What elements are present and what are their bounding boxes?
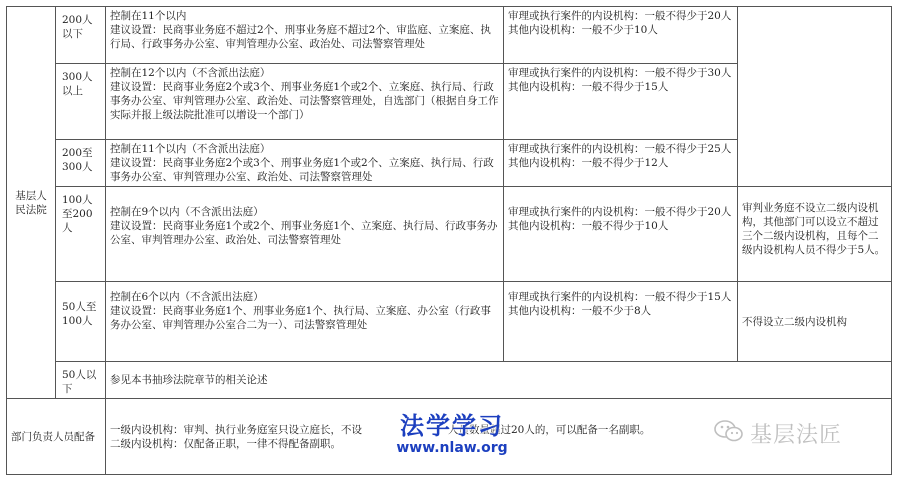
staff-cell xyxy=(504,187,738,282)
internal-cell xyxy=(106,187,504,282)
remark-text: 不得设立二级内设机构 xyxy=(742,315,847,328)
size-cell xyxy=(56,7,106,64)
internal-limit: 控制在11个以内（不含派出法庭） xyxy=(110,143,271,155)
size-cell xyxy=(56,64,106,140)
leaders-text-3: 二级内设机构：仅配备正职，一律不得配备副职。 xyxy=(110,437,341,450)
watermark-title: 法学学习 xyxy=(400,412,504,440)
size-cell xyxy=(56,362,106,399)
remark-cell xyxy=(738,187,892,282)
watermark-url: www.nlaw.org xyxy=(396,440,508,456)
staff-other: 其他内设机构：一般不得少于15人 xyxy=(508,81,669,93)
table-row xyxy=(7,362,892,399)
size-cell xyxy=(56,187,106,282)
leaders-text-1: 一级内设机构：审判、执行业务庭室只设立庭长，不设 xyxy=(110,423,362,436)
remark-text: 审判业务庭不设立二级内设机构，其他部门可以设立不超过三个二级内设机构，且每个二级内设机构人员不得少于5人。 xyxy=(742,202,886,256)
staff-other: 其他内设机构：一般不得少于10人 xyxy=(508,220,669,232)
internal-suggestion: 建议设置：民商事业务庭1个或2个、刑事业务庭1个、立案庭、执行局、行政事务办公室、审判管理办公室、政治处、司法警察管理处 xyxy=(110,220,498,246)
leaders-label: 部门负责人员配备 xyxy=(11,430,95,443)
staff-cell xyxy=(504,64,738,140)
internal-limit: 控制在11个以内 xyxy=(110,10,187,22)
size-cell xyxy=(56,282,106,362)
remark-cell-empty xyxy=(738,7,892,187)
category-label: 基层人民法院 xyxy=(15,189,47,216)
internal-suggestion: 建议设置：民商事业务庭1个、刑事业务庭1个、执行局、立案庭、办公室（行政事务办公室、审判管理办公室合二为一）、司法警察管理处 xyxy=(110,305,491,331)
internal-suggestion: 建议设置：民商事业务庭不超过2个、刑事业务庭不超过2个、审监庭、立案庭、执行局、行政事务办公室、审判管理办公室、政治处、司法警察管理处 xyxy=(110,24,491,50)
staff-other: 其他内设机构：一般不得少于12人 xyxy=(508,157,669,169)
brand-watermark xyxy=(714,418,890,448)
internal-cell xyxy=(106,7,504,64)
size-label: 50人以下 xyxy=(62,369,97,395)
size-label: 200人以下 xyxy=(62,14,93,40)
internal-suggestion: 建议设置：民商事业务庭2个或3个、刑事业务庭1个或2个、立案庭、执行局、行政事务办公室、审判管理办公室、政治处、司法警察管理处 xyxy=(110,157,494,183)
staff-other: 其他内设机构：一般不少于10人 xyxy=(508,24,658,36)
table-row xyxy=(7,7,892,64)
internal-limit: 控制在9个以内（不含派出法庭） xyxy=(110,206,264,218)
internal-cell xyxy=(106,282,504,362)
staff-cell xyxy=(504,282,738,362)
size-label: 50人至100人 xyxy=(62,301,97,327)
leaders-text-2: 人员数量超过20人的，可以配备一名副职。 xyxy=(448,423,651,436)
size-label: 100人至200人 xyxy=(62,194,93,234)
staff-trial: 审理或执行案件的内设机构：一般不得少于20人 xyxy=(508,10,732,22)
staff-cell xyxy=(504,140,738,187)
size-label: 300人以上 xyxy=(62,71,93,97)
staff-other: 其他内设机构：一般不少于8人 xyxy=(508,305,652,317)
wechat-icon xyxy=(714,419,744,447)
reference-cell xyxy=(106,362,892,399)
staff-cell xyxy=(504,7,738,64)
internal-cell xyxy=(106,64,504,140)
staff-trial: 审理或执行案件的内设机构：一般不得少于20人 xyxy=(508,206,732,218)
leaders-label-cell xyxy=(7,399,106,475)
remark-cell xyxy=(738,282,892,362)
table-row xyxy=(7,282,892,362)
internal-cell xyxy=(106,140,504,187)
institution-setup-table xyxy=(6,6,892,475)
reference-text: 参见本书抽珍法院章节的相关论述 xyxy=(110,374,268,386)
staff-trial: 审理或执行案件的内设机构：一般不得少于25人 xyxy=(508,143,732,155)
size-cell xyxy=(56,140,106,187)
table-row xyxy=(7,187,892,282)
brand-name: 基层法匠 xyxy=(750,422,843,448)
staff-trial: 审理或执行案件的内设机构：一般不得少于30人 xyxy=(508,67,732,79)
category-cell xyxy=(7,7,56,399)
internal-suggestion: 建议设置：民商事业务庭2个或3个、刑事业务庭1个或2个、立案庭、执行局、行政事务办公室、审判管理办公室、政治处、司法警察管理处，自选部门（根据自身工作实际并报上级法院批准可以增设一个部门） xyxy=(110,81,499,121)
internal-limit: 控制在6个以内（不含派出法庭） xyxy=(110,291,264,303)
watermark xyxy=(382,412,522,456)
size-label: 200至300人 xyxy=(62,147,93,173)
staff-trial: 审理或执行案件的内设机构：一般不得少于15人 xyxy=(508,291,732,303)
internal-limit: 控制在12个以内（不含派出法庭） xyxy=(110,67,271,79)
